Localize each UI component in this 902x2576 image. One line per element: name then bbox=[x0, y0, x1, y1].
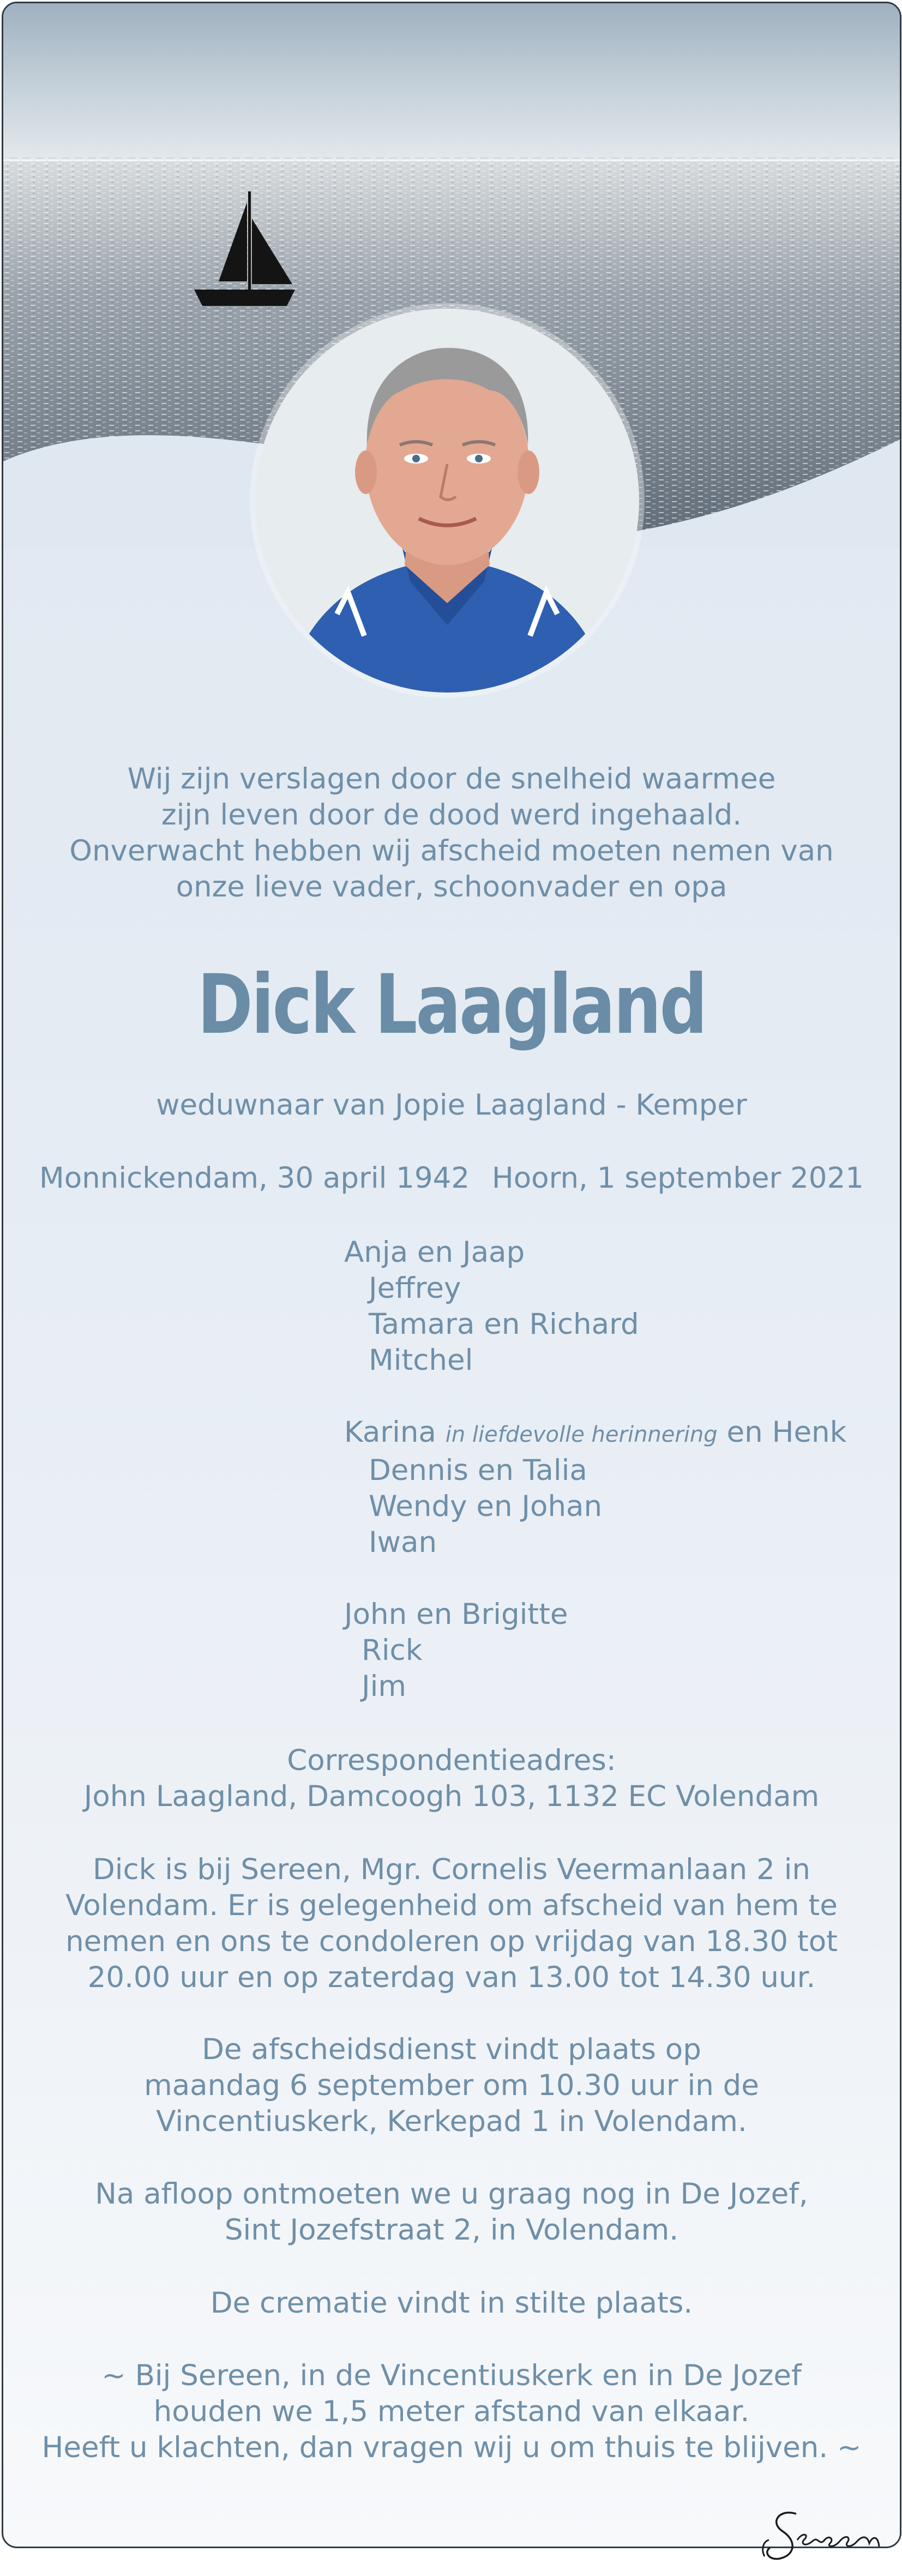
intro-line: onze lieve vader, schoonvader en opa bbox=[176, 870, 727, 904]
portrait-photo bbox=[255, 309, 639, 693]
family-head-partner: en Henk bbox=[726, 1416, 847, 1449]
family-member: Jim bbox=[362, 1670, 406, 1703]
family-member: Iwan bbox=[369, 1526, 437, 1559]
family-member: Mitchel bbox=[369, 1344, 473, 1377]
in-memoriam-note: in liefdevolle herinnering bbox=[445, 1422, 718, 1447]
family-group bbox=[344, 1235, 846, 1379]
visitation-line: Dick is bij Sereen, Mgr. Cornelis Veermanlaan 2 in bbox=[92, 1853, 811, 1886]
after-line: Sint Jozefstraat 2, in Volendam. bbox=[224, 2213, 679, 2247]
deceased-name: Dick Laagland bbox=[197, 958, 706, 1052]
service-line: Vincentiuskerk, Kerkepad 1 in Volendam. bbox=[156, 2105, 747, 2138]
distance-notice bbox=[3, 2358, 900, 2466]
birth-place-date: Monnickendam, 30 april 1942 bbox=[39, 1161, 470, 1195]
correspondence-label: Correspondentieadres: bbox=[287, 1744, 616, 1777]
intro-text bbox=[3, 761, 900, 905]
cremation-info: De crematie vindt in stilte plaats. bbox=[210, 2286, 693, 2320]
family-head: Anja en Jaap bbox=[344, 1236, 525, 1269]
sereen-logo bbox=[758, 2497, 900, 2574]
family-member: Wendy en Johan bbox=[369, 1490, 603, 1523]
family-head: John en Brigitte bbox=[344, 1598, 568, 1631]
intro-line: Wij zijn verslagen door de snelheid waarmee bbox=[127, 762, 776, 796]
family-list bbox=[344, 1235, 846, 1741]
family-group bbox=[344, 1597, 846, 1705]
death-place-date: Hoorn, 1 september 2021 bbox=[491, 1161, 864, 1195]
notice-line: houden we 1,5 meter afstand van elkaar. bbox=[153, 2395, 750, 2428]
service-line: maandag 6 september om 10.30 uur in de bbox=[144, 2069, 759, 2102]
notice-line: ~ Bij Sereen, in de Vincentiuskerk en in De Jozef bbox=[101, 2359, 802, 2392]
obituary-card bbox=[2, 2, 901, 2548]
family-member: Jeffrey bbox=[369, 1272, 461, 1305]
family-member: Dennis en Talia bbox=[369, 1454, 587, 1487]
correspondence-value: John Laagland, Damcoogh 103, 1132 EC Volendam bbox=[83, 1780, 820, 1813]
after-line: Na afloop ontmoeten we u graag nog in De Jozef, bbox=[95, 2177, 808, 2211]
family-group bbox=[344, 1415, 846, 1561]
family-member: Rick bbox=[362, 1634, 423, 1667]
widower-line: weduwnaar van Jopie Laagland - Kemper bbox=[156, 1088, 747, 1122]
family-head-name: Karina bbox=[344, 1416, 436, 1449]
family-member: Tamara en Richard bbox=[369, 1308, 639, 1341]
visitation-info bbox=[3, 1852, 900, 1996]
after-service-info bbox=[3, 2176, 900, 2248]
correspondence-address bbox=[3, 1743, 900, 1815]
visitation-line: Volendam. Er is gelegenheid om afscheid van hem te bbox=[65, 1889, 838, 1922]
family-head bbox=[344, 1415, 846, 1453]
intro-line: zijn leven door de dood werd ingehaald. bbox=[161, 798, 742, 832]
visitation-line: nemen en ons te condoleren op vrijdag van 18.30 tot bbox=[65, 1925, 838, 1958]
intro-line: Onverwacht hebben wij afscheid moeten nemen van bbox=[69, 834, 834, 868]
life-dates bbox=[3, 1161, 900, 1195]
visitation-line: 20.00 uur en op zaterdag van 13.00 tot 14.30 uur. bbox=[87, 1961, 816, 1994]
notice-line: Heeft u klachten, dan vragen wij u om thuis te blijven. ~ bbox=[41, 2431, 862, 2464]
service-line: De afscheidsdienst vindt plaats op bbox=[202, 2033, 701, 2066]
service-info bbox=[3, 2032, 900, 2140]
